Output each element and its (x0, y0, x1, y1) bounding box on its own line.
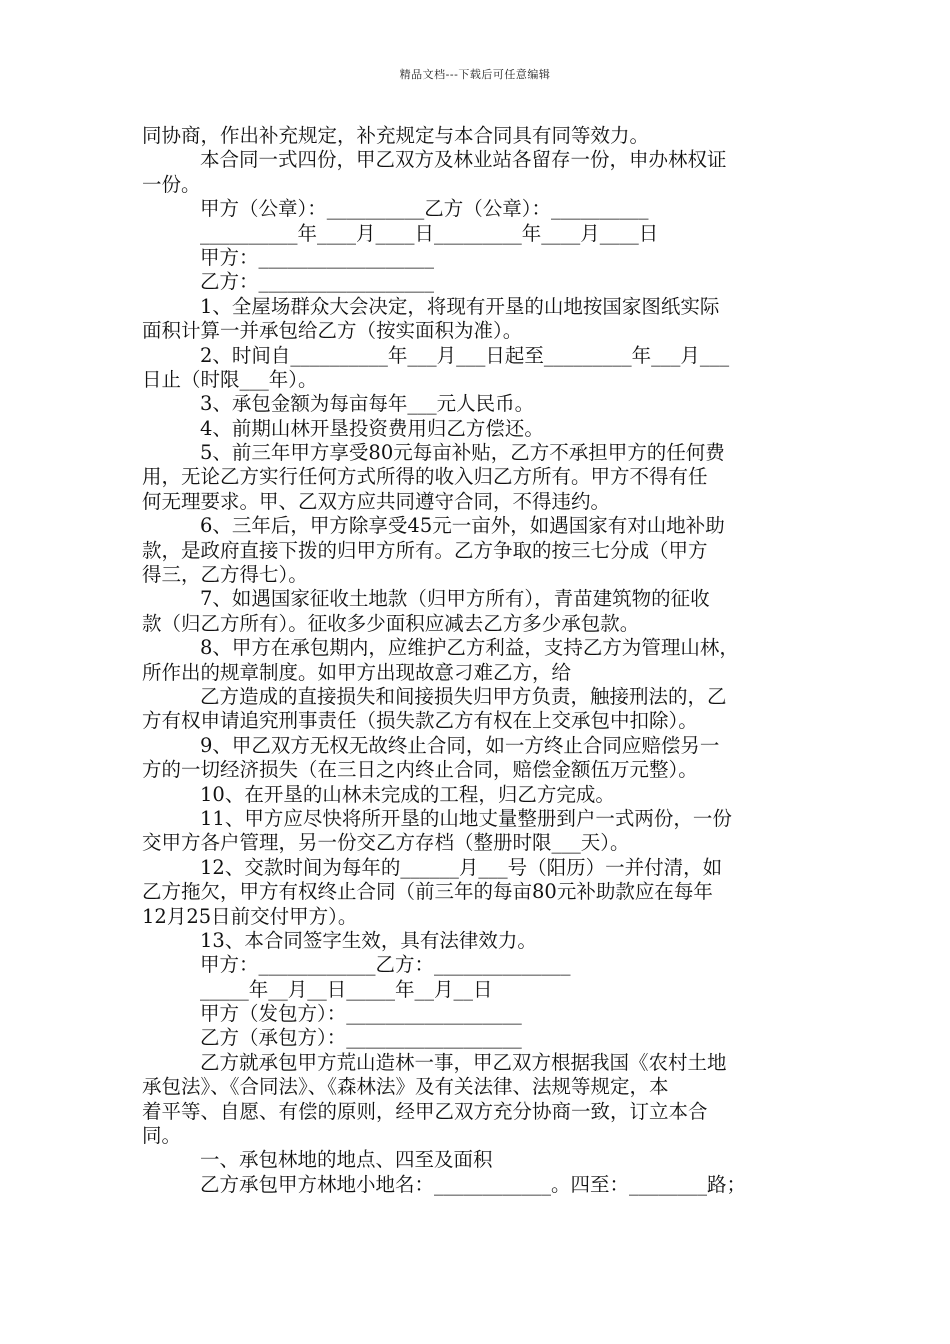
text-line: 12、交款时间为每年的______月___号（阳历）一并付清，如 (200, 855, 723, 879)
text-line: 何无理要求。甲、乙双方应共同遵守合同，不得违约。 (142, 489, 611, 513)
text-line: 11、甲方应尽快将所开垦的山地丈量整册到户一式两份，一份 (200, 806, 732, 830)
text-line: 同协商，作出补充规定，补充规定与本合同具有同等效力。 (142, 124, 650, 147)
text-line: 3、承包金额为每亩每年___元人民币。 (200, 392, 535, 416)
text-line: 乙方造成的直接损失和间接损失归甲方负责，触接刑法的，乙 (200, 684, 727, 708)
text-line: __________年____月____日_________年____月____日 (200, 221, 659, 245)
text-line: 乙方拖欠，甲方有权终止合同（前三年的每亩80元补助款应在每年 (142, 880, 713, 904)
text-line: 一份。 (142, 172, 201, 196)
text-line: 乙方（承包方）：__________________ (200, 1026, 522, 1050)
text-line: 9、甲乙双方无权无故终止合同，如一方终止合同应赔偿另一 (200, 733, 720, 757)
text-line: 甲方：__________________ (200, 245, 435, 269)
text-line: 甲方（公章）：__________乙方（公章）：__________ (200, 197, 649, 221)
text-line: 2、时间自__________年___月___日起至_________年___月___ (200, 343, 730, 367)
text-line: 7、如遇国家征收土地款（归甲方所有），青苗建筑物的征收 (200, 587, 710, 611)
text-line: 日止（时限___年）。 (142, 367, 318, 391)
text-line: 同。 (142, 1124, 182, 1148)
text-line: 12月25日前交付甲方）。 (142, 904, 358, 928)
text-line: 1、全屋场群众大会决定，将现有开垦的山地按国家图纸实际 (200, 294, 720, 318)
text-line: 8、甲方在承包期内，应维护乙方利益，支持乙方为管理山林， (200, 636, 739, 660)
text-line: 本合同一式四份，甲乙双方及林业站各留存一份，申办林权证 (200, 148, 727, 172)
text-line: 10、在开垦的山林未完成的工程，归乙方完成。 (200, 782, 615, 806)
document-body (142, 124, 814, 1197)
text-line: 13、本合同签字生效，具有法律效力。 (200, 928, 537, 952)
text-line: 交甲方各户管理，另一份交乙方存档（整册时限___天）。 (142, 831, 630, 855)
text-line: 6、三年后，甲方除享受45元一亩外，如遇国家有对山地补助 (200, 514, 725, 538)
text-line: 甲方（发包方）：__________________ (200, 1002, 522, 1026)
text-line: 甲方：____________乙方：______________ (200, 953, 571, 977)
text-line: 5、前三年甲方享受80元每亩补贴，乙方不承担甲方的任何费 (200, 441, 725, 465)
text-line: 所作出的规章制度。如甲方出现故意刁难乙方，给 (142, 660, 572, 684)
text-line: 方有权申请追究刑事责任（损失款乙方有权在上交承包中扣除）。 (142, 709, 698, 733)
page-header: 精品文档---下载后可任意编辑 (399, 68, 551, 81)
text-line: 乙方就承包甲方荒山造林一事，甲乙双方根据我国《农村土地 (200, 1050, 727, 1074)
text-line: 款，是政府直接下拨的归甲方所有。乙方争取的按三七分成（甲方 (142, 538, 708, 562)
text-line: 面积计算一并承包给乙方（按实面积为准）。 (142, 319, 523, 343)
text-line: 乙方承包甲方林地小地名：____________。四至：________路； (200, 1172, 747, 1196)
text-line: 用，无论乙方实行任何方式所得的收入归乙方所有。甲方不得有任 (142, 465, 708, 489)
text-line: 一、承包林地的地点、四至及面积 (200, 1148, 493, 1172)
text-line: 4、前期山林开垦投资费用归乙方偿还。 (200, 416, 544, 440)
text-line: 乙方：__________________ (200, 270, 435, 294)
text-line: 方的一切经济损失（在三日之内终止合同，赔偿金额伍万元整）。 (142, 758, 698, 782)
text-line: _____年__月__日_____年__月__日 (200, 977, 493, 1001)
text-line: 着平等、自愿、有偿的原则，经甲乙双方充分协商一致，订立本合 (142, 1099, 708, 1123)
text-line: 得三，乙方得七）。 (142, 563, 308, 587)
text-line: 承包法》、《合同法》、《森林法》及有关法律、法规等规定，本 (142, 1075, 669, 1099)
text-line: 款（归乙方所有）。征收多少面积应减去乙方多少承包款。 (142, 611, 640, 635)
